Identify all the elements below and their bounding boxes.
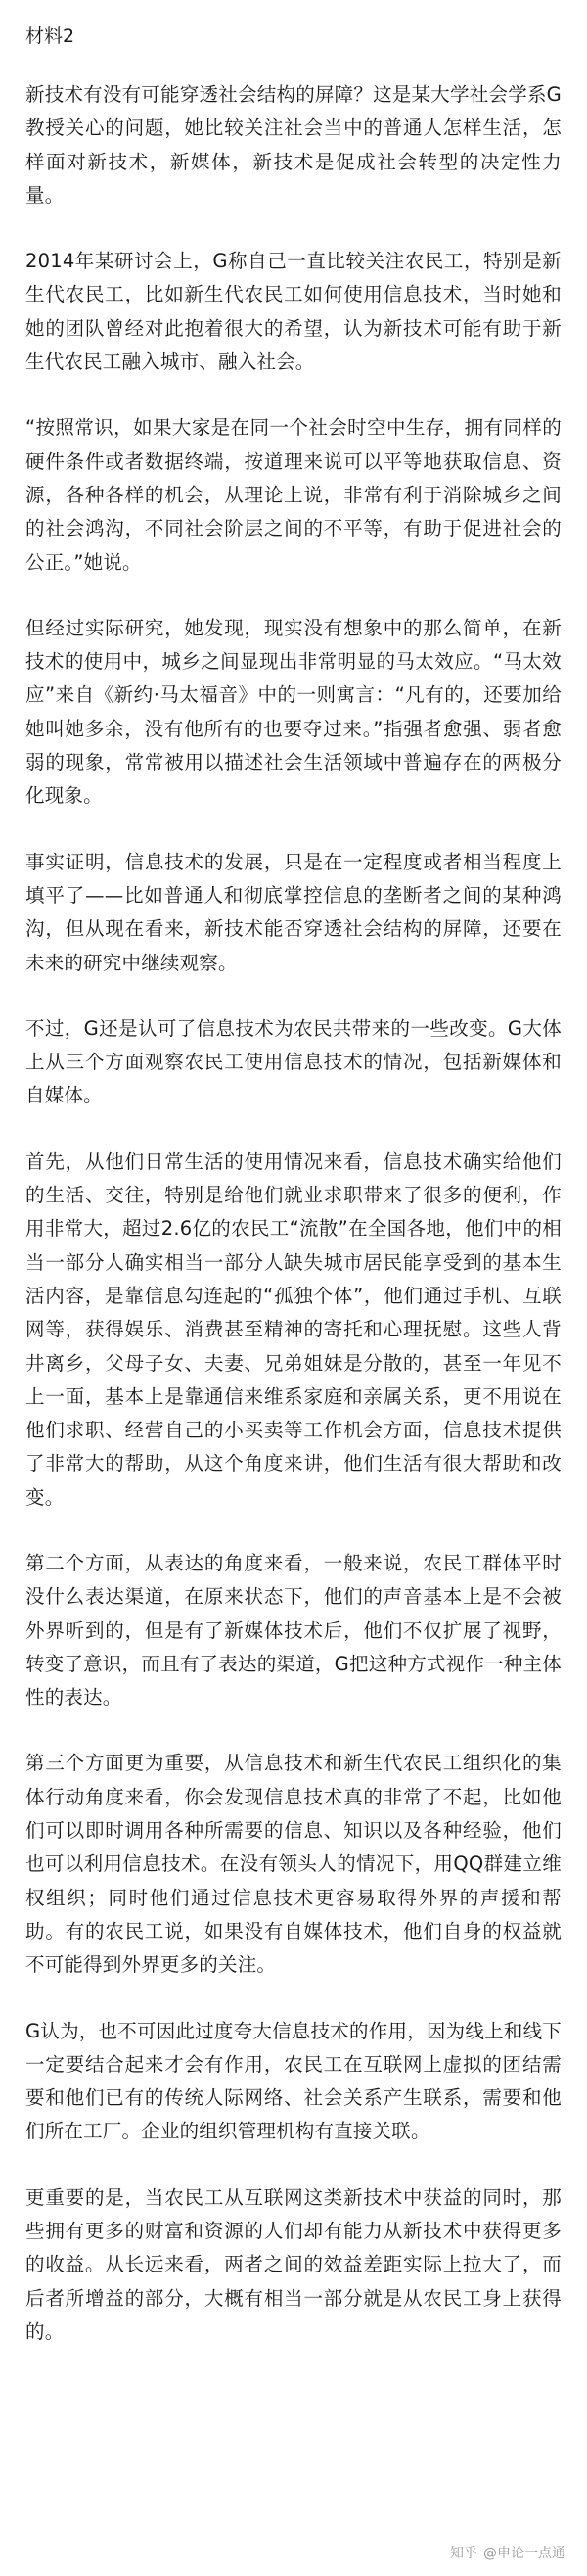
paragraph-11: 更重要的是，当农民工从互联网这类新技术中获益的同时，那些拥有更多的财富和资源的人们却有能力从新技术中获得更多的收益。从长远来看，两者之间的效益差距实际上拉大了，而后者所增益的部分，大概有相当一部分就是从农民工身上获得的。 [25, 2185, 562, 2343]
zhihu-logo: 知乎 [450, 2546, 477, 2561]
paragraph-3: “按照常识，如果大家是在同一个社会时空中生存，拥有同样的硬件条件或者数据终端，按道理来说可以平等地获取信息、资源，各种各样的机会，从理论上说，非常有利于消除城乡之间的社会鸿沟，不同社会阶层之间的不平等，有助于促进社会的公正。”她说。 [25, 416, 562, 574]
paragraph-4: 但经过实际研究，她发现，现实没有想象中的那么简单，在新技术的使用中，城乡之间显现出非常明显的马太效应。“马太效应”来自《新约·马太福音》中的一则寓言：“凡有的，还要加给她叫她多余，没有他所有的也要夺过来。”指强者愈强、弱者愈弱的现象，常常被用以描述社会生活领域中普遍存在的两极分化现象。 [25, 616, 562, 808]
paragraph-1: 新技术有没有可能穿透社会结构的屏障？这是某大学社会学系G教授关心的问题，她比较关注社会当中的普通人怎样生活，怎样面对新技术，新媒体，新技术是促成社会转型的决定性力量。 [25, 83, 562, 207]
paragraph-5: 事实证明，信息技术的发展，只是在一定程度或者相当程度上填平了——比如普通人和彻底掌控信息的垄断者之间的某种鸿沟，但从现在看来，新技术能否穿透社会结构的屏障，还要在未来的研究中继续观察。 [25, 850, 562, 974]
paragraph-8: 第二个方面，从表达的角度来看，一般来说，农民工群体平时没什么表达渠道，在原来状态下，他们的声音基本上是不会被外界听到的，但是有了新媒体技术后，他们不仅扩展了视野，转变了意识，而且有了表达的渠道，G把这种方式视作一种主体性的表达。 [25, 1551, 562, 1710]
material-heading: 材料2 [25, 25, 75, 47]
paragraph-7: 首先，从他们日常生活的使用情况来看，信息技术确实给他们的生活、交往，特别是给他们就业求职带来了很多的便利，作用非常大，超过2.6亿的农民工“流散”在全国各地，他们中的相当一部分人确实相当一部分人缺失城市居民能享受到的基本生活内容，是靠信息勾连起的“孤独个体”，他们通过手机、互联网等，获得娱乐、消费甚至精神的寄托和心理抚慰。这些人背井离乡，父母子女、夫妻、兄弟姐妹是分散的，甚至一年见不上一面，基本上是靠通信来维系家庭和亲属关系，更不用说在他们求职、经营自己的小买卖等工作机会方面，信息技术提供了非常大的帮助，从这个角度来讲，他们生活有很大帮助和改变。 [25, 1149, 562, 1509]
paragraph-10: G认为，也不可因此过度夸大信息技术的作用，因为线上和线下一定要结合起来才会有作用，农民工在互联网上虚拟的团结需要和他们已有的传统人际网络、社会关系产生联系，需要和他们所在工厂。企业的组织管理机构有直接关联。 [25, 2019, 562, 2143]
zhihu-watermark [446, 2541, 569, 2564]
watermark-user: @申论一点通 [483, 2546, 565, 2561]
paragraph-2: 2014年某研讨会上，G称自己一直比较关注农民工，特别是新生代农民工，比如新生代农民工如何使用信息技术，当时她和她的团队曾经对此抱着很大的希望，认为新技术可能有助于新生代农民工融入城市、融入社会。 [25, 250, 562, 374]
paragraph-6: 不过，G还是认可了信息技术为农民共带来的一些改变。G大体上从三个方面观察农民工使用信息技术的情况，包括新媒体和自媒体。 [25, 1016, 562, 1107]
paragraph-9: 第三个方面更为重要，从信息技术和新生代农民工组织化的集体行动角度来看，你会发现信息技术真的非常了不起，比如他们可以即时调用各种所需要的信息、知识以及各种经验，他们也可以利用信息技术。在没有领头人的情况下，用QQ群建立维权组织；同时他们通过信息技术更容易取得外界的声援和帮助。有的农民工说，如果没有自媒体技术，他们自身的权益就不可能得到外界更多的关注。 [25, 1752, 562, 1977]
